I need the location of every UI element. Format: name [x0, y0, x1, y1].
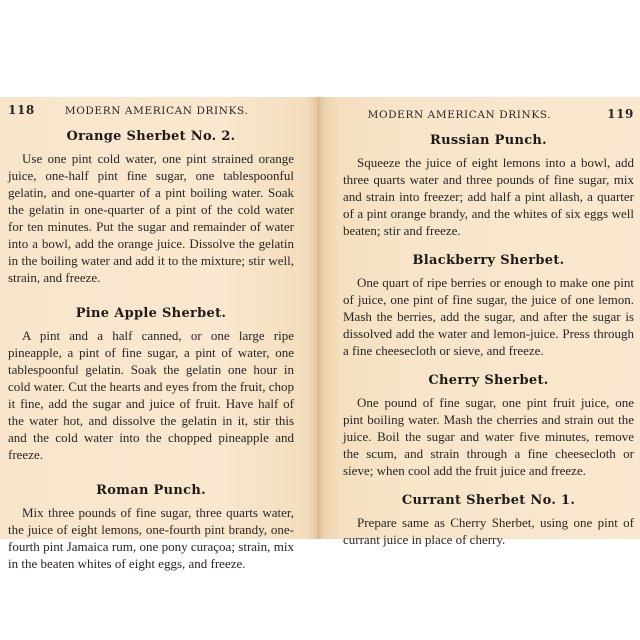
recipe-roman-punch: [8, 483, 294, 572]
right-page: [318, 97, 640, 547]
recipe-title: Russian Punch.: [429, 133, 547, 148]
recipe-body: One quart of ripe berries or enough to make one pint of juice, one pint of fine sugar, the juice of one lemon. Mash the berries, add the sugar, and after the sugar is dissolved add the water and lemon-juice. Press through a fine cheesecloth or sieve, and freeze.: [343, 275, 634, 358]
recipe-body: A pint and a half canned, or one large ripe pineapple, a pint of fine sugar, a pint of water, one tablespoonful gelatin. Soak the gelatin one hour in cold water. Cut the hearts and eyes from the fruit, chop it fine, add the sugar and juice of fruit. Have half of the water hot, and dissolve the gelatin in it, stir this and the cold water into the chopped pineapple and freeze.: [8, 328, 294, 462]
right-running-title: MODERN AMERICAN DRINKS.: [367, 109, 552, 121]
recipe-body: Use one pint cold water, one pint strained orange juice, one-half pint fine sugar, one tablespoonful gelatin, and one-quarter of a pint boiling water. Soak the gelatin in one-quarter of a pint of the cold water for ten minutes. Put the sugar and remainder of water into a bowl, add the orange juice. Dissolve the gelatin in the boiling water and add it to the mixture; stir well, strain, and freeze.: [8, 151, 294, 285]
left-page: [0, 97, 318, 571]
recipe-title: Blackberry Sherbet.: [412, 253, 565, 268]
recipe-pine-apple-sherbet: [8, 306, 294, 463]
right-running-head: [343, 107, 634, 121]
recipe-title: Orange Sherbet No. 2.: [66, 129, 236, 144]
recipe-russian-punch: [343, 133, 634, 239]
recipe-currant-sherbet-no-1: [343, 493, 634, 548]
open-book-spread: [0, 97, 640, 571]
recipe-blackberry-sherbet: [343, 253, 634, 359]
recipe-body: Mix three pounds of fine sugar, three quarts water, the juice of eight lemons, one-fourth pint brandy, one-fourth pint Jamaica rum, one pony curaçoa; strain, mix in the beaten whites of eight eggs, and freeze.: [8, 505, 294, 571]
recipe-body: Squeeze the juice of eight lemons into a bowl, add three quarts water and three pounds of fine sugar, mix and strain into freezer; add half a pint allash, a quarter of a pint orange brandy, and the whites of six eggs well beaten; stir and freeze.: [343, 155, 634, 238]
left-running-head: [8, 103, 294, 117]
recipe-cherry-sherbet: [343, 373, 634, 479]
recipe-body: Prepare same as Cherry Sherbet, using one pint of currant juice in place of cherry.: [343, 515, 634, 547]
left-running-title: MODERN AMERICAN DRINKS.: [64, 105, 249, 117]
recipe-body: One pound of fine sugar, one pint fruit juice, one pint boiling water. Mash the cherries and strain out the juice. Boil the sugar and water five minutes, remove the scum, and strain through a fine cheesecloth or sieve; when cool add the fruit juice and freeze.: [343, 395, 634, 478]
recipe-title: Currant Sherbet No. 1.: [401, 493, 576, 508]
recipe-title: Cherry Sherbet.: [428, 373, 549, 388]
recipe-title: Pine Apple Sherbet.: [75, 306, 227, 321]
right-page-number: 119: [607, 107, 634, 121]
left-page-number: 118: [8, 103, 35, 117]
recipe-title: Roman Punch.: [96, 483, 206, 498]
recipe-orange-sherbet-no-2: [8, 129, 294, 286]
